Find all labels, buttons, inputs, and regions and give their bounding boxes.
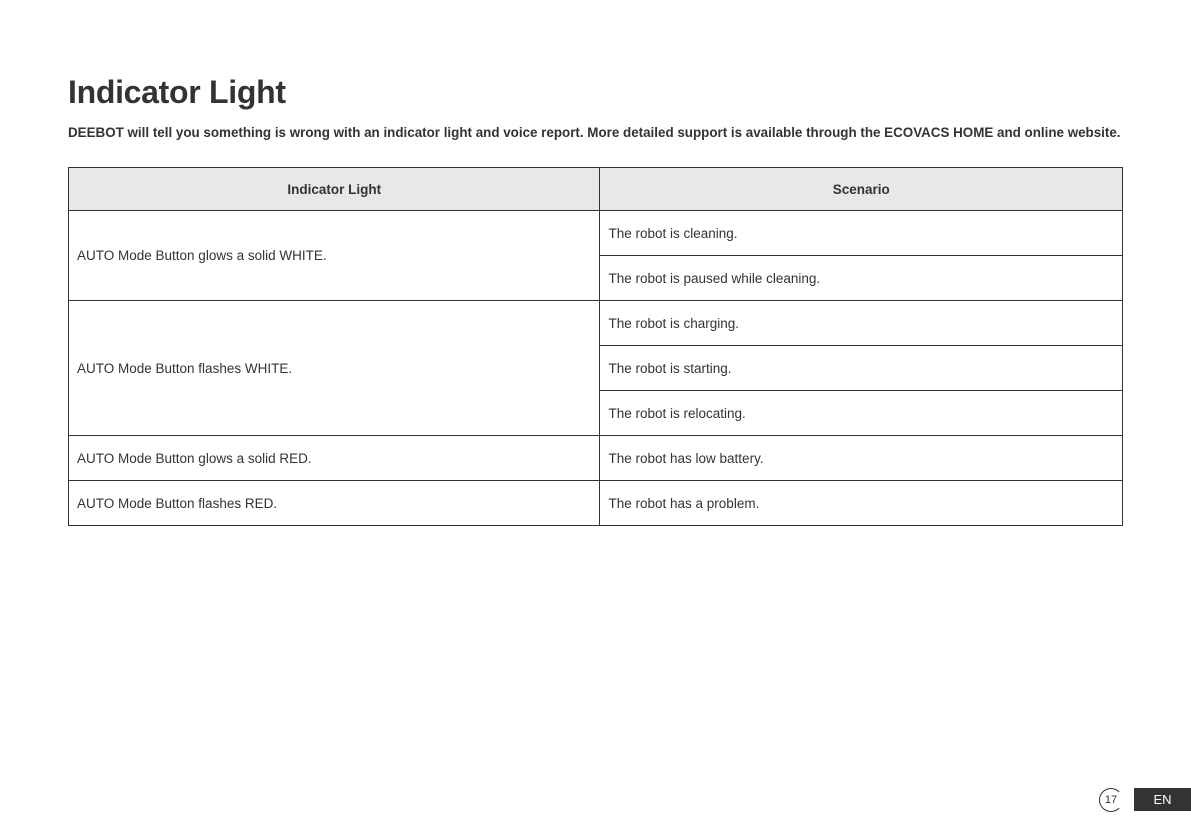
header-scenario: Scenario	[600, 168, 1123, 211]
page-title: Indicator Light	[68, 74, 286, 110]
indicator-cell: AUTO Mode Button glows a solid RED.	[69, 436, 600, 481]
scenario-cell: The robot has a problem.	[600, 481, 1123, 526]
table-row	[69, 436, 1123, 481]
header-indicator-light: Indicator Light	[69, 168, 600, 211]
indicator-light-table	[68, 167, 1123, 526]
indicator-cell: AUTO Mode Button flashes WHITE.	[69, 301, 600, 436]
language-badge: EN	[1134, 788, 1191, 811]
scenario-cell: The robot is relocating.	[600, 391, 1123, 436]
indicator-cell: AUTO Mode Button glows a solid WHITE.	[69, 211, 600, 301]
scenario-cell: The robot has low battery.	[600, 436, 1123, 481]
indicator-cell: AUTO Mode Button flashes RED.	[69, 481, 600, 526]
table-row	[69, 301, 1123, 346]
page-number: 17	[1099, 788, 1123, 812]
table-row	[69, 211, 1123, 256]
scenario-cell: The robot is charging.	[600, 301, 1123, 346]
scenario-cell: The robot is cleaning.	[600, 211, 1123, 256]
table-row	[69, 481, 1123, 526]
scenario-cell: The robot is paused while cleaning.	[600, 256, 1123, 301]
scenario-cell: The robot is starting.	[600, 346, 1123, 391]
intro-text: DEEBOT will tell you something is wrong with an indicator light and voice report. More detailed support is available through the ECOVACS HOME and online website.	[68, 125, 1121, 140]
table-header-row	[69, 168, 1123, 211]
